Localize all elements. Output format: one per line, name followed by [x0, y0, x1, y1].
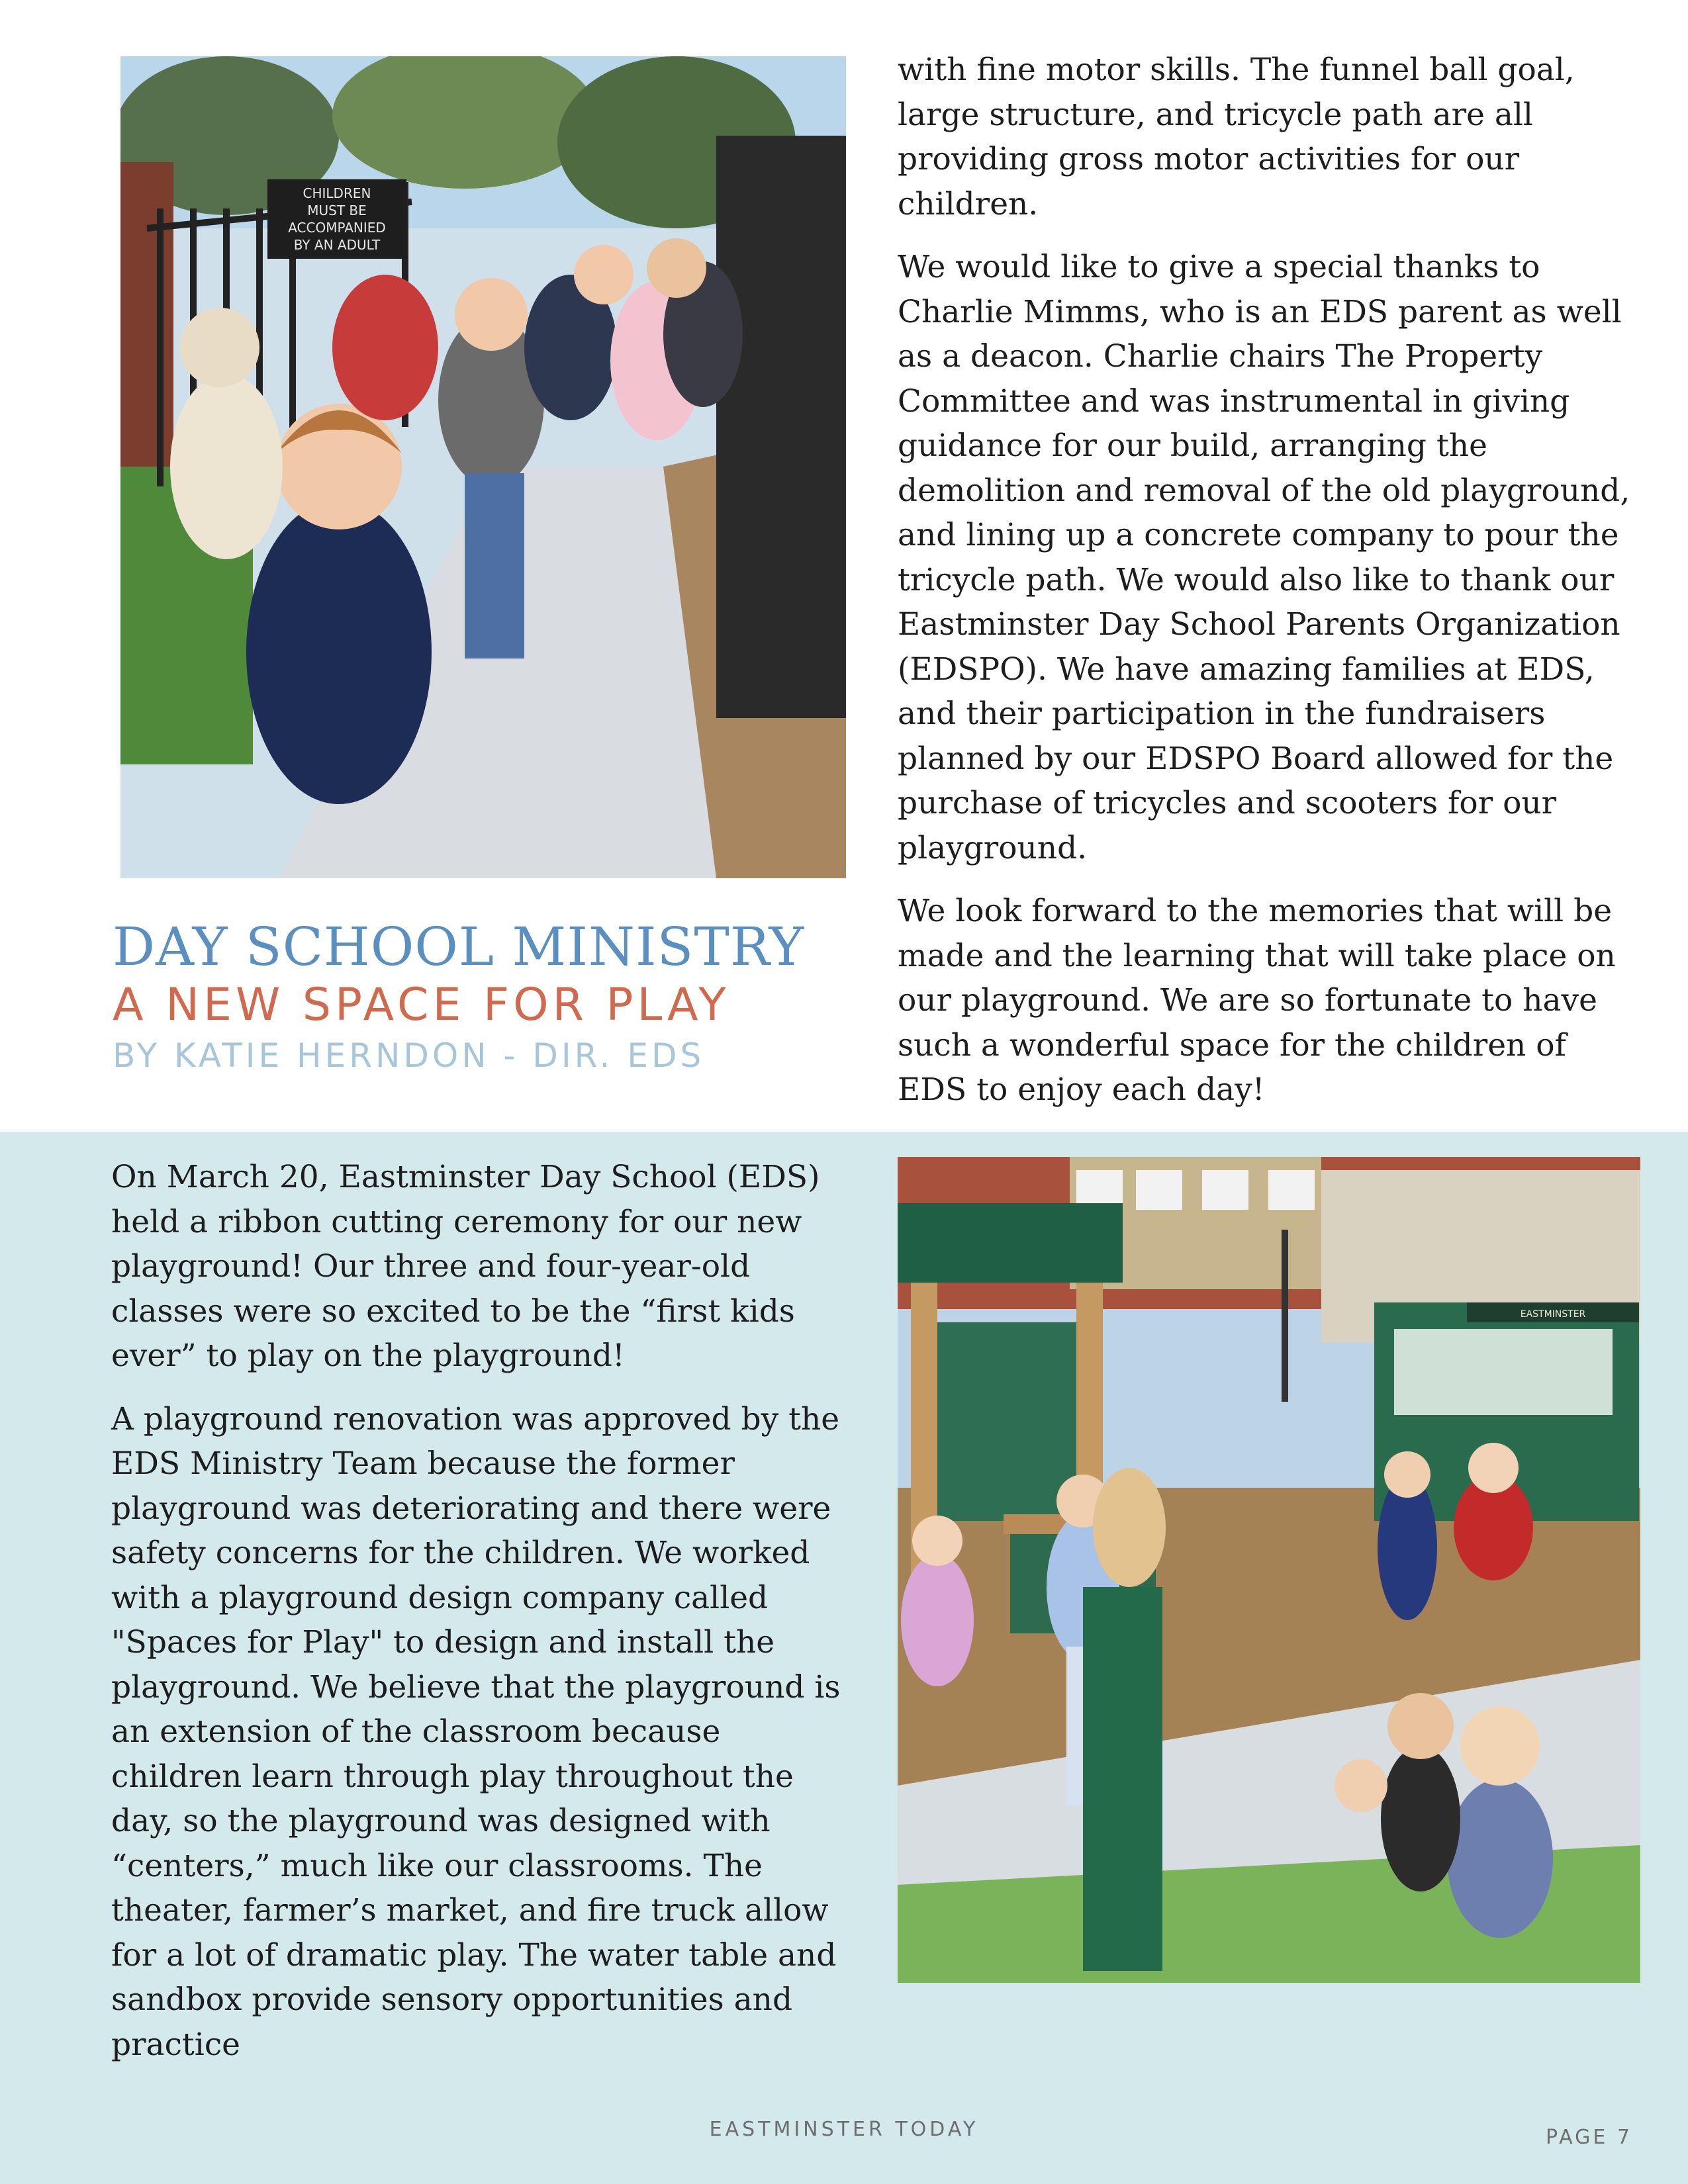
children-running-image [120, 56, 846, 878]
playground-photo [898, 1157, 1640, 1983]
right-paragraph-3: We look forward to the memories that will be made and the learning that will take place on our playground. We are so fortunate to have such a wonderful space for the children of EDS to enjoy each day! [898, 893, 1616, 1108]
gate-sign-line1: CHILDREN [303, 185, 371, 201]
left-paragraph-2: A playground renovation was approved by the EDS Ministry Team because the former playground was deteriorating and there were safety concerns for the children. We worked with a playground design company called "Spaces for Play" to design and install the playground. We believe that the playground is an extension of the classroom because children learn through play throughout the day, so the playground was designed with “centers,” much like our classrooms. The theater, farmer’s market, and fire truck allow for a lot of dramatic play. The water table and sandbox provide sensory opportunities and practice [111, 1400, 841, 2063]
article-subtitle: A NEW SPACE FOR PLAY [113, 979, 730, 1031]
right-paragraph-2: We would like to give a special thanks to Charlie Mimms, who is an EDS parent as well as a deacon. Charlie chairs The Property Committee and was instrumental in giving guidance for our build, arranging the demolition and removal of the old playground, and lining up a concrete company to pour the tricycle path. We would also like to thank our Eastminster Day School Parents Organization (EDSPO). We have amazing families at EDS, and their participation in the fundraisers planned by our EDSPO Board allowed for the purchase of tricycles and scooters for our playground. [898, 249, 1630, 866]
right-text-column [898, 48, 1639, 1131]
playground-image [898, 1157, 1640, 1983]
children-running-photo [120, 56, 846, 878]
footer-page-number: PAGE 7 [1546, 2126, 1632, 2149]
gate-sign-line4: BY AN ADULT [293, 237, 381, 253]
gate-sign-line3: ACCOMPANIED [288, 220, 386, 236]
article-byline: BY KATIE HERNDON - DIR. EDS [113, 1036, 705, 1075]
article-title: DAY SCHOOL MINISTRY [113, 916, 805, 978]
left-text-column [111, 1155, 859, 2085]
left-paragraph-1: On March 20, Eastminster Day School (EDS) held a ribbon cutting ceremony for our new playground! Our three and four-year-old classes were so excited to be the “first kids ever” to play on the playground! [111, 1159, 820, 1374]
footer-publication: EASTMINSTER TODAY [709, 2118, 979, 2141]
gate-sign-line2: MUST BE [307, 203, 367, 218]
playground-sign: EASTMINSTER [1520, 1309, 1586, 1320]
right-paragraph-1: with fine motor skills. The funnel ball goal, large structure, and tricycle path are all providing gross motor activities for our children. [898, 52, 1575, 222]
article-header [113, 917, 861, 1077]
